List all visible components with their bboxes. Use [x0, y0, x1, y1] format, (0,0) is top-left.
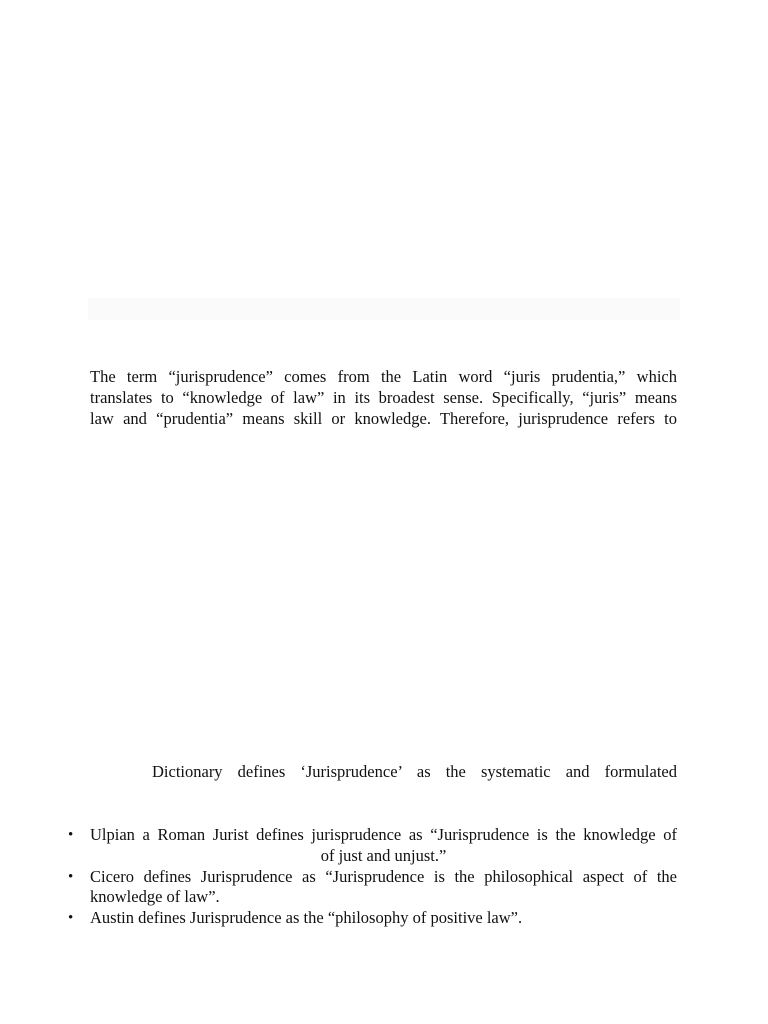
dictionary-paragraph	[90, 762, 677, 783]
definition-text: Cicero defines Jurisprudence as “Jurisprudence is the philosophical aspect of the	[90, 866, 677, 886]
intro-line: translates to “knowledge of law” in its broadest sense. Specifically, “juris” means	[90, 387, 677, 407]
definition-text: Ulpian a Roman Jurist defines jurisprudence as “Jurisprudence is the knowledge of	[90, 825, 677, 844]
definitions-list	[68, 825, 677, 929]
definition-text-continued: of just and unjust.”	[320, 845, 447, 865]
intro-line: law and “prudentia” means skill or knowledge. Therefore, jurisprudence refers to	[90, 408, 677, 428]
bullet-icon: •	[68, 868, 74, 885]
list-item	[68, 866, 677, 909]
faded-header-band	[88, 298, 680, 320]
bullet-icon: •	[68, 910, 74, 927]
intro-line: The term “jurisprudence” comes from the Latin word “juris prudentia,” which	[90, 367, 677, 386]
list-item	[68, 825, 677, 867]
list-item	[68, 908, 677, 929]
definition-text-continued: knowledge of law”.	[90, 887, 220, 907]
intro-paragraph	[90, 367, 677, 429]
bullet-icon: •	[68, 827, 74, 843]
definition-text: Austin defines Jurisprudence as the “philosophy of positive law”.	[90, 908, 523, 928]
dictionary-line: Dictionary defines ‘Jurisprudence’ as the systematic and formulated	[152, 762, 677, 781]
